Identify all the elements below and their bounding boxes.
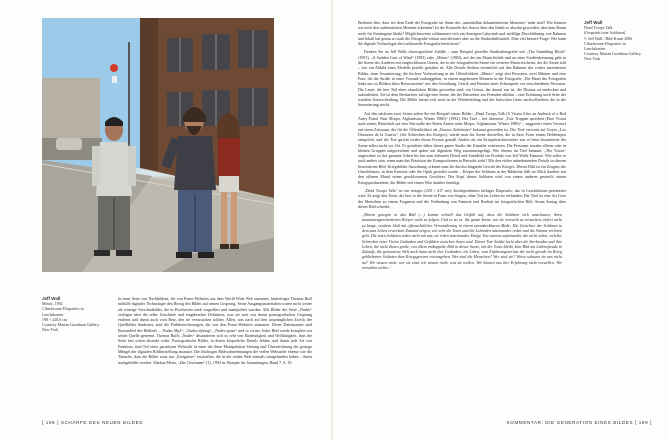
right-photo-caption xyxy=(584,20,646,62)
paragraph: Denken Sie an Jeff Walls choreografierte Zufälle – zum Beispiel gestellte Straßenfotografie wie „The Stumbling Block“ (1991), „A Sudden Gust of Wind“ (1993) oder „Mimic“ (1982), auf der ein Mann lächelt und an einer Straßenkreuzung geht in die Szene des Anderen mit eingeschlossen Gesten, der in der fotografierten Szene ein weiterer Mann erscheint, der die Szene teilt – wie ein Abbild eines Modells perfekt gestaltet ist. Alle Details bleiben wesentlich auf den Rahmen des vorher inszenierten Bildes, einer Inszenierung, die höchste Vorbereitung in der Öffentlichkeit „Mimic“ zeigt drei Personen, zwei Männer und eine Frau, die die Straße in einer Vorstadt entlanggehen, in einem ungeheuren Moment in der Fotografie „Die Hand des Fotografen lenkt uns zu Bildern ihres Bewusstseins“ mit den Gestaltung, Gestik und Präsenz eines Schauspiels vor verschiedenen Personen. Die Leute, die hier Teil eines räumlichen Bildes geworden sind, ein Gestus, der darauf aus ist, die Distanz zu entdecken und aufzudecken. Sie ist dem Beobachter zufolge eine Szene, die der Betrachter aus Fremden ablehnt – eine Erfahrung nach Seite der sozialen Unterscheidung. Die Bilder lassen sich noch in der Wiederholung und der kritischen Geste nachvollziehen, die in der Inszenierung steckt. xyxy=(358,49,566,108)
photo-scene xyxy=(42,18,274,272)
paragraph: Bedeutet dies, dass wir dem Ende der Fotografie im Sinne des „unmittelbar dokumentierten Moments“ nahe sind? Wie können wir noch den authentischen Moment erkennen? Ist die Kontrolle des Autors über den Inhalt so absolut geworden, dass kein Raum mehr für Kontingenz bleibt? Möglicherweise schlummert sich ein Anzeigen-Labyrinth und zufällige Durchführung von Rahmen und Inhalt hat genau so stark die Fotografie erfasst und definiert aber an die Studienhilfsmittel. Eine viel bessere Frage: Wie kann die digitale Technologie die traditionelle Fotografie bereichern? xyxy=(358,20,566,47)
right-body-text xyxy=(358,20,566,273)
caption-line: Courtesy Marian Goodman Gallery, New York xyxy=(584,51,642,62)
caption-line: Courtesy Marian Goodman Gallery, New York xyxy=(42,322,100,333)
left-body-text xyxy=(118,296,312,368)
quote-paragraph: „Hinein gezogen in das Bild (…) kommt schnell das Gefühl auf, dass die Soldaten sich umschauen, ihren zusammengeschnittenen Körper nicht zu folgen. Und so ist es: die ganze Szene, wie sie versucht zu versuchen, liefert nicht zu lange, sondern bloß mit offensichtlicher Verwunderung in einem unentdeckbaren Maße. Die Gesichter der Soldaten in dem zum Leben erweckten Zustand zeigen, wie sehr die Toten und die Lebenden miteinander reden und die Stimme verloren geht. Die toten Soldaten reden nicht mit uns, sie reden miteinander. Einige Tote starren aufeinander, die nicht sehen, welcher Schrecken einer Vision Gedanken und Gefühlen zwischen ihnen sind. Dieser Tote Soldat lacht über die Sterbenden und ihre Leben, die nicht dieses große, von allem entkoppelte Bild in dieser Szene, mit der Toten bleibt, kein Bild mit Lebensfreude in Zukunft; die gewonnene Welt auch kann nicht ihre Gedanken, ein Leben, vom Erfahrungsverlust der nicht gerade im Krieg gebliebenen Soldaten dem Kriegsgewinn vorausgehen. Wer sind die Menschen? Wer sind sie? Wieso schauen sie uns nicht an? Wir wissen nicht, wer sie sind, wir wissen nicht, was sie wollen. Wir können uns ihre Erfahrung nicht vorstellen. Wir verstehen nichts.“ xyxy=(362,212,562,271)
right-page xyxy=(334,0,668,440)
caption-line: 198 × 228,6 cm xyxy=(42,316,68,322)
paragraph: In einer Serie von Nachbildern, die von Pomo-Websites aus dem World Wide Web stammen, hinterfragte Thomas Ruff mithilfe digitaler Technologie den Bezug des Bildes auf seinen Ursprung. Seine Ausgangsmaterialien waren nicht weiter als winzige Vorschaubilder, die in Pixelserien stark vergrößert und manipuliert wurden. Alle Bilder der Serie „Nudes“ verfügen über die selbe Unschärfe und eingebrachte Definition, was sie weit von ihrem pornografischen Ursprung entfernt und damit auch vom Reiz, den sie verursachen sollten. Allen, was nach auf den ursprünglichen Zweck der Quellbilder hindeutet, sind die Farbbereicherungen, die von den Porno-Websites stammen. Deren Datennamen sind Bestandteil des Bildtitel – „Nudes Mp1“, „Nudes dyking“, „Nudes praze“ und so weiter. Jedes Bild wurde komplett von seiner Quelle getrennt. Thomas Ruffs „Nudes“ distanzieren sich so sehr von Eindeutigkeit und Wollüstigkeit, dass die Serie fast schon abstrakt wirkt. Pornografische Bilder, in denen körperliche Details fehlen, und damit jede Art von Funktion, sind Teil einer paradoxen Weltsicht in einer die diese Manipulation Störung und Überzeichnung der geringe Mängel der digitalen Bildherstellung ausnutzt. Die flüchtigen Bildwahrnehmungen der vielen Websurfer ebenso wie die Tatsache, dass die Bilder zwar nur „Ereignisse“ erschaffen, die in der realen Welt niemals stattgefunden haben – ihnen nachgebildet werden. Markus Mertz, „Das Gewinnen“ (1), 1994 in: Rezepte für Sammlungen, Band 7, S. 19. xyxy=(118,296,312,365)
paragraph: Auf den nächsten zwei Seiten sehen Sie ein Beispiel seiner Bilder: „Dead Troops Talk (A Vision After an Ambush of a Red Army Patrol Near Moqor, Afghanistan, Winter 1986)“ (1992). Der Titel – frei übersetzt „Tote Truppen sprechen (Eine Vision nach einem Hinterhalt auf eine Patrouille der Roten Armee nahe Moqor, Afghanistan, Winter 1986)“ – suggeriert einen Vorwurf auf einen Zeitraum, der für die Öffentlichkeit als „Kurzes Zeitfenster“ bekannt geworden ist. Der Titel verweist auf Goyas „Los Desastres de la Guerra“, (die Schrecken des Krieges), würde man die Szene darstellen, die in ihrer Form einem Heldenepos entspricht, und der Tod spricht weder ihrem Format gemäß. Anders als ein Kriegsberichterstatter war er beim Inszenieren der Szene selbst nicht vor Ort. Er gestaltete daher dieses ganze Studio der Künstler existierten. Die Personen wurden alleine oder in kleinen Gruppen aufgezeichnet und später auf digitalem Weg zusammengefügt. Wie ebenso im Titel benannt, „The Vision“ angeordnet ist das gesamte Arbeit bis hin zum kleinsten Detail und Standbild ein Produkt von Jeff Walls Fantasie. Wie sollte es auch anders sein, wenn man das Präzision der Kompositionen in Betracht zieht? Mit den vielen unbedeutenden Details in diesem Inszenierten Bild, Kriegsbilder Anordnung, erkennt man die durchschlagende Gewalt des Krieges. Dieses Bild ist ein Zeugnis des Unsichtbaren, in dem Fantasie oder die Optik gestaltet wurde – Körper der Soldaten in der Bildmitte fällt sie Blick darüber mit den offenen Mund seines geschlossenen Gesichtes. Der Kopf dieses Soldaten wird von einem anderen gestreift; einem Kriegsproduzenten, der Bilder mit einem Witz darüber benötigt. xyxy=(358,110,566,185)
caption-line: © Jeff Wall / Bild-Kunst 2006 xyxy=(584,35,633,41)
street-photograph xyxy=(42,18,274,272)
caption-author: Jeff Wall xyxy=(42,296,61,301)
left-photo-caption xyxy=(42,296,100,332)
caption-line: Cibachrome-Diapositiv in Leuchtkasten xyxy=(584,40,626,52)
paragraph: „Dead Troops Talk“ ist ein riesiges (229 × 417 cm), leuchtgerahmtes farbiges Diapositiv, das in Leuchtkästen präsentiert wird. Es zeigt den Toten, die hier in der Szene in Form von Sorgen, ohne Tod ins Leben zu verbinden. Der Titel ist eine Art Liste der Menschen zu einem Fragment und die Verbindung von Fantasie und Realität im fotografischen Bild. Susan Sontag über dieses Bild schreibt: xyxy=(358,187,566,209)
page-folio-right: KOMMENTAR: DIE GENERATION EINES BILDES [ 199 ] xyxy=(506,420,652,425)
caption-title: Dead Troops Talk xyxy=(584,25,613,31)
caption-line: Cibachrome-Diapositiv in Leuchtkasten xyxy=(42,306,84,317)
caption-author: Jeff Wall xyxy=(584,20,603,25)
caption-title: Mimic, 1982 xyxy=(42,301,63,307)
caption-subtitle: (Gespräch toter Soldaten) xyxy=(584,30,626,36)
page-folio-left: [ 198 ] SCHÄRFE DES NEUEN BILDES xyxy=(42,420,143,425)
